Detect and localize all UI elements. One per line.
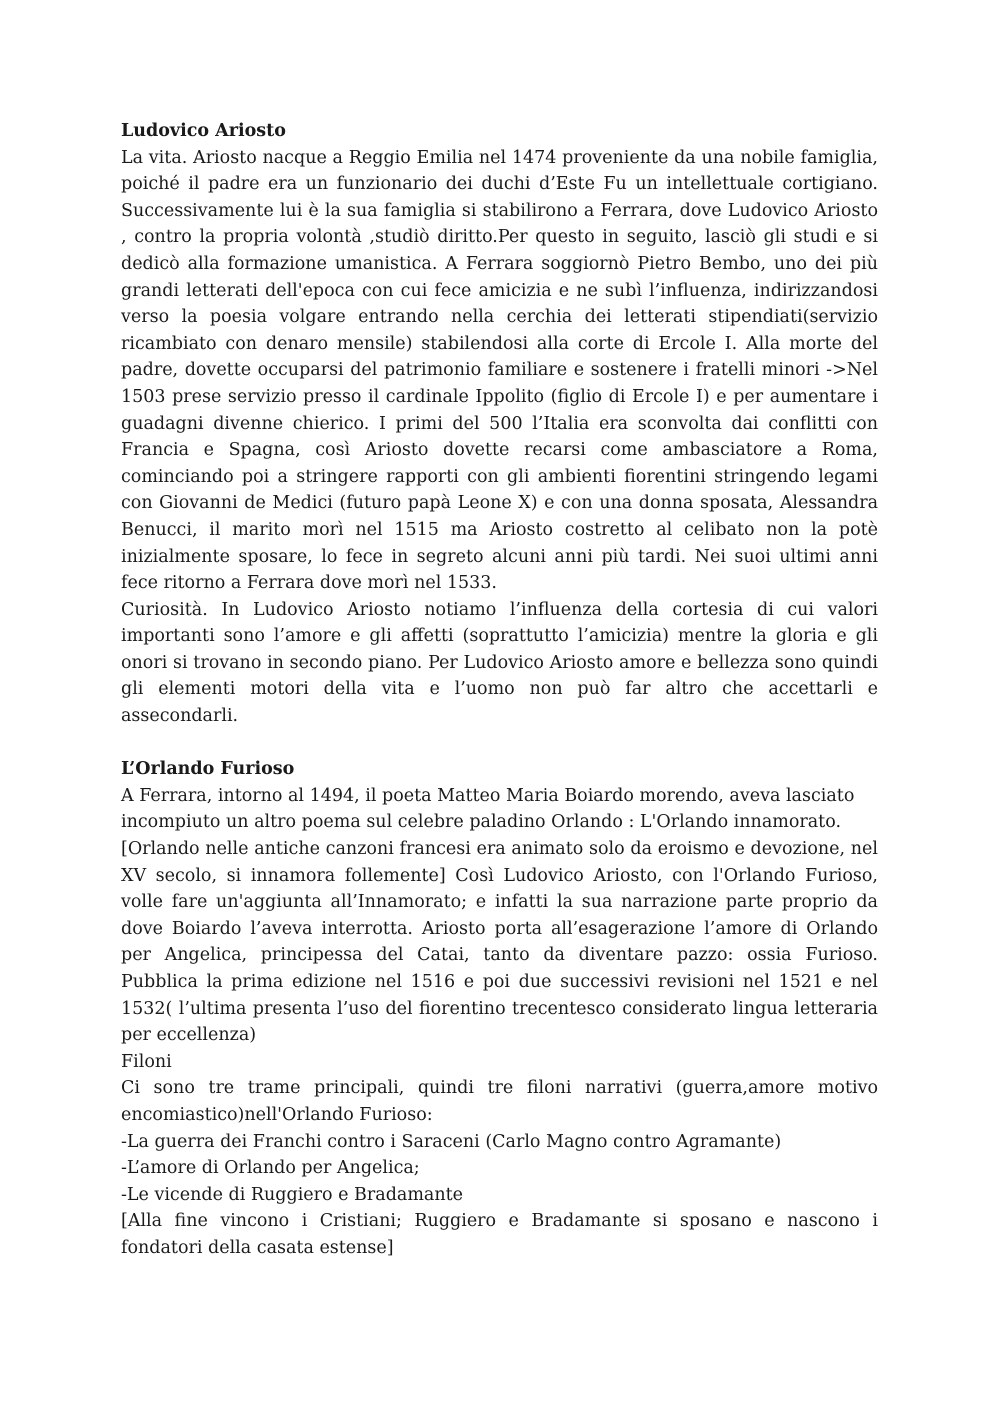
- paragraph-vita: La vita. Ariosto nacque a Reggio Emilia nel 1474 proveniente da una nobile famiglia, poiché il padre era un funzionario dei duchi d’Este Fu un intellettuale cortigiano. Successivamente lui è la sua famiglia si stabilirono a Ferrara, dove Ludovico Ariosto , contro la propria volontà ,studiò diritto.Per questo in seguito, lasciò gli studi e si dedicò alla formazione umanistica. A Ferrara soggiornò Pietro Bembo, uno dei più grandi letterati dell'epoca con cui fece amicizia e ne subì l’influenza, indirizzandosi verso la poesia volgare entrando nella cerchia dei letterati stipendiati(servizio ricambiato con denaro mensile) stabilendosi alla corte di Ercole I. Alla morte del padre, dovette occuparsi del patrimonio familiare e sostenere i fratelli minori ->Nel 1503 prese servizio presso il cardinale Ippolito (figlio di Ercole I) e per aumentare i guadagni divenne chierico. I primi del 500 l’Italia era sconvolta dai conflitti con Francia e Spagna, così Ariosto dovette recarsi come ambasciatore a Roma, cominciando poi a stringere rapporti con gli ambienti fiorentini stringendo legami con Giovanni de Medici (futuro papà Leone X) e con una donna sposata, Alessandra Benucci, il marito morì nel 1515 ma Ariosto costretto al celibato non la potè inizialmente sposare, lo fece in segreto alcuni anni più tardi. Nei suoi ultimi anni fece ritorno a Ferrara dove morì nel 1533.: [121, 147, 878, 594]
- section-title-ariosto: Ludovico Ariosto: [121, 121, 286, 141]
- paragraph-body: [Orlando nelle antiche canzoni francesi era animato solo da eroismo e devozione, nel XV secolo, si innamora follemente] Così Ludovico Ariosto, con l'Orlando Furioso, volle fare un'aggiunta all’Innamorato; e infatti la sua narrazione parte proprio da dove Boiardo l’aveva interrotta. Ariosto porta all’esagerazione l’amore di Orlando per Angelica, principessa del Catai, tanto da diventare pazzo: ossia Furioso. Pubblica la prima edizione nel 1516 e poi due successivi revisioni nel 1521 e nel 1532( l’ultima presenta l’uso del fiorentino trecentesco considerato lingua letteraria per eccellenza): [121, 839, 878, 1046]
- paragraph-filoni-intro: Ci sono tre trame principali, quindi tre filoni narrativi (guerra,amore motivo encomiastico)nell'Orlando Furioso:: [121, 1078, 878, 1125]
- list-item: -La guerra dei Franchi contro i Saraceni (Carlo Magno contro Agramante): [121, 1131, 782, 1152]
- paragraph-conclusion: [Alla fine vincono i Cristiani; Ruggiero e Bradamante si sposano e nascono i fondatori della casata estense]: [121, 1211, 878, 1258]
- paragraph-intro: A Ferrara, intorno al 1494, il poeta Matteo Maria Boiardo morendo, aveva lasciato incompiuto un altro poema sul celebre paladino Orlando : L'Orlando innamorato.: [121, 785, 855, 833]
- section-title-orlando: L’Orlando Furioso: [121, 759, 295, 780]
- paragraph-curiosita: Curiosità. In Ludovico Ariosto notiamo l’influenza della cortesia di cui valori importanti sono l’amore e gli affetti (soprattutto l’amicizia) mentre la gloria e gli onori si trovano in secondo piano. Per Ludovico Ariosto amore e bellezza sono quindi gli elementi motori della vita e l’uomo non può far altro che accettarli e assecondarli.: [121, 599, 878, 727]
- paragraph-spacer: [121, 730, 878, 757]
- list-item: -Le vicende di Ruggiero e Bradamante: [121, 1184, 464, 1205]
- document-page: [121, 118, 878, 1262]
- list-item: -L’amore di Orlando per Angelica;: [121, 1158, 420, 1179]
- filoni-label: Filoni: [121, 1051, 172, 1072]
